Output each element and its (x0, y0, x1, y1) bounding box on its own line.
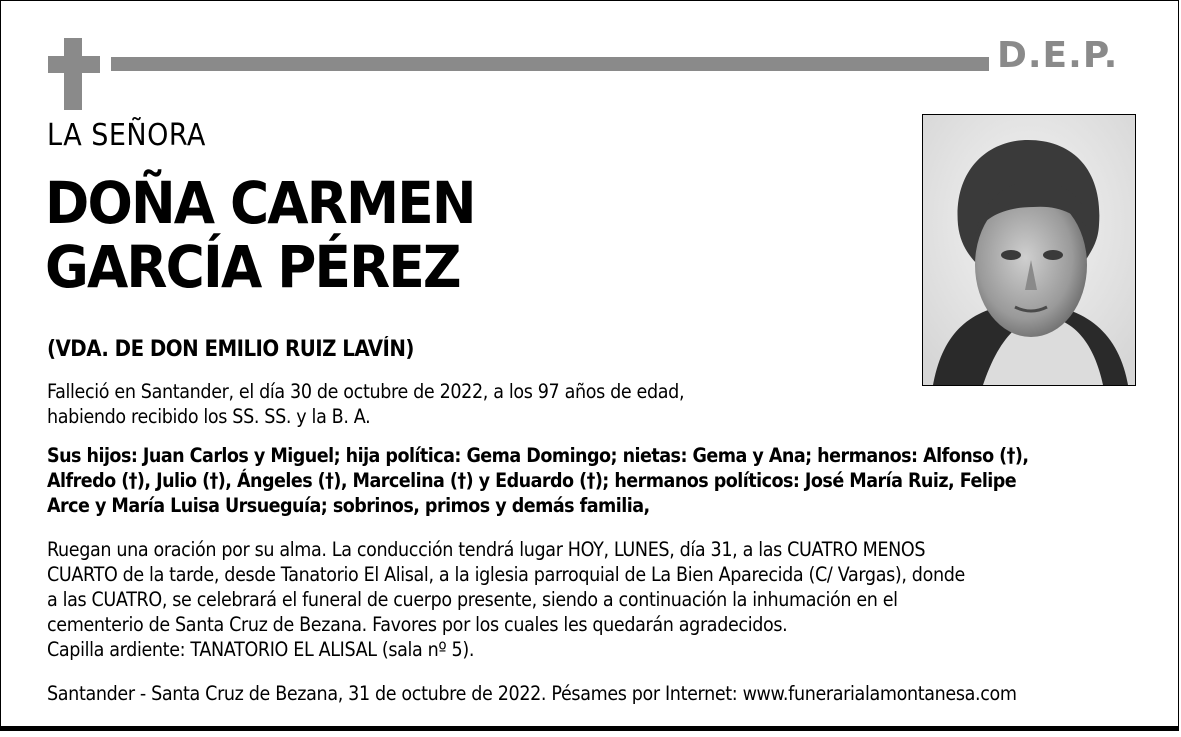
header-rule (111, 57, 989, 71)
widow-of: (VDA. DE DON EMILIO RUIZ LAVÍN) (47, 337, 414, 362)
portrait-photo (922, 114, 1136, 386)
deceased-name (45, 171, 475, 299)
name-line-2: GARCÍA PÉREZ (45, 233, 460, 301)
service-line-4: cementerio de Santa Cruz de Bezana. Favores por los cuales les quedarán agradecidos. (47, 613, 788, 636)
family-line-1: Sus hijos: Juan Carlos y Miguel; hija política: Gema Domingo; nietas: Gema y Ana; hermanos: Alfonso (†), (47, 444, 1029, 467)
service-line-1: Ruegan una oración por su alma. La conducción tendrá lugar HOY, LUNES, día 31, a las CUATRO MENOS (47, 538, 926, 561)
footer-line: Santander - Santa Cruz de Bezana, 31 de octubre de 2022. Pésames por Internet: www.funerarialamontanesa.com (47, 682, 1017, 705)
service-line-2: CUARTO de la tarde, desde Tanatorio El Alisal, a la iglesia parroquial de La Bien Aparecida (C/ Vargas), donde (47, 563, 965, 586)
family-line-3: Arce y María Luisa Ursueguía; sobrinos, primos y demás familia, (47, 494, 650, 517)
chapel-line: Capilla ardiente: TANATORIO EL ALISAL (sala nº 5). (47, 638, 475, 661)
death-line-1: Falleció en Santander, el día 30 de octubre de 2022, a los 97 años de edad, (47, 380, 685, 403)
service-details (47, 537, 965, 662)
title-prefix: LA SEÑORA (47, 118, 206, 153)
dep-label: D.E.P. (997, 35, 1119, 76)
family-list (47, 443, 1028, 518)
family-line-2: Alfredo (†), Julio (†), Ángeles (†), Marcelina (†) y Eduardo (†); hermanos políticos: José María Ruiz, Felipe (47, 469, 1017, 492)
portrait-image (923, 115, 1135, 385)
death-notice (47, 379, 684, 429)
death-line-2: habiendo recibido los SS. SS. y la B. A. (47, 405, 371, 428)
name-line-1: DOÑA CARMEN (45, 169, 475, 237)
service-line-3: a las CUATRO, se celebrará el funeral de cuerpo presente, siendo a continuación la inhumación en el (47, 588, 898, 611)
